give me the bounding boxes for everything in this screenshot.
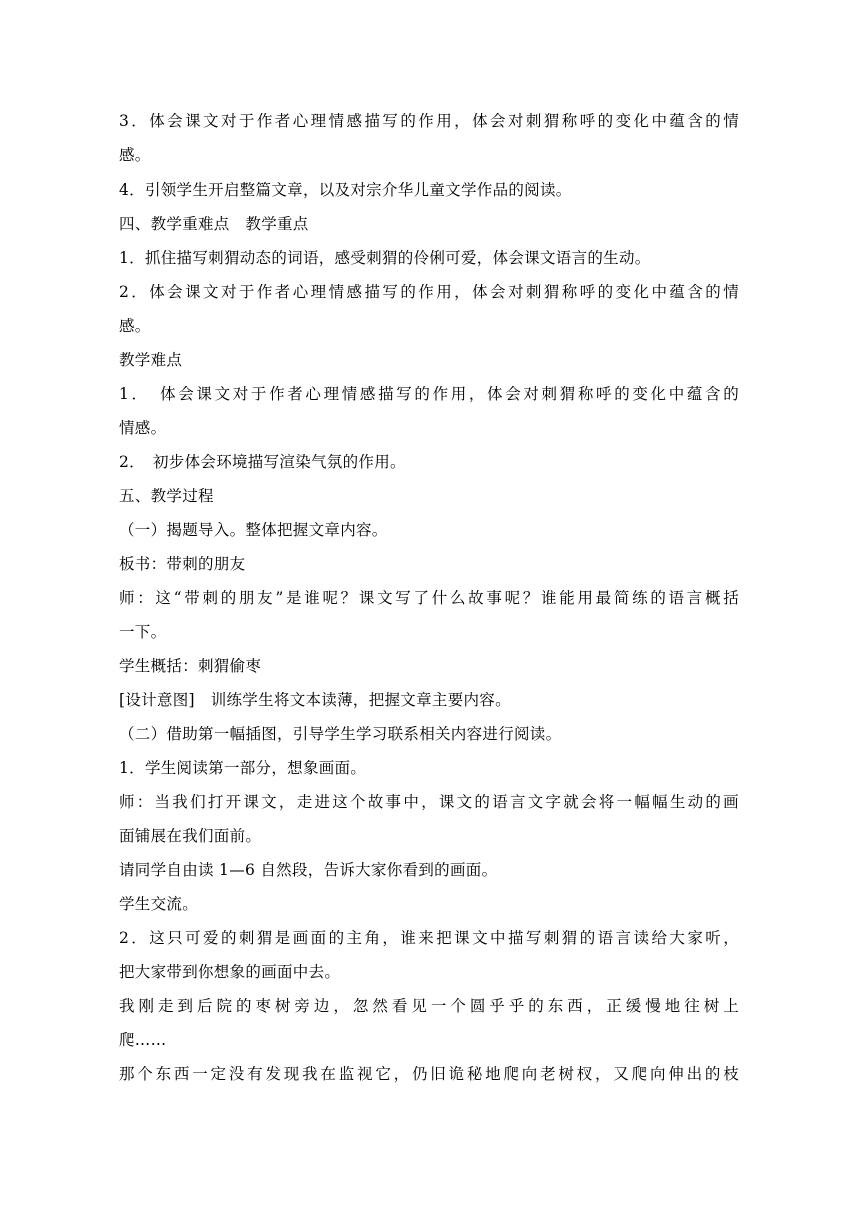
text-line: 2．体会课文对于作者心理情感描写的作用，体会对刺猬称呼的变化中蕴含的情 — [119, 283, 739, 301]
text-line: 4．引领学生开启整篇文章，以及对宗介华儿童文学作品的阅读。 — [119, 181, 572, 199]
text-line: 感。 — [119, 146, 151, 164]
text-line: （一）揭题导入。整体把握文章内容。 — [119, 521, 388, 539]
text-line: 1． 体会课文对于作者心理情感描写的作用，体会对刺猬称呼的变化中蕴含的 — [119, 385, 739, 403]
text-line: 2． 初步体会环境描写渲染气氛的作用。 — [119, 453, 406, 471]
text-line: 师：这“带刺的朋友”是谁呢？课文写了什么故事呢？谁能用最简练的语言概括 — [119, 589, 739, 607]
text-line: 面铺展在我们面前。 — [119, 827, 262, 845]
text-line: 1．学生阅读第一部分，想象画面。 — [119, 759, 367, 777]
text-line: [设计意图] 训练学生将文本读薄，把握文章主要内容。 — [119, 691, 511, 709]
section-heading: 四、教学重难点 教学重点 — [119, 215, 309, 233]
text-line: 把大家带到你想象的画面中去。 — [119, 963, 341, 981]
text-line: 我刚走到后院的枣树旁边，忽然看见一个圆乎乎的东西，正缓慢地往树上 — [119, 997, 739, 1015]
text-line: 师：当我们打开课文，走进这个故事中，课文的语言文字就会将一幅幅生动的画 — [119, 793, 739, 811]
text-line: 1．抓住描写刺猬动态的词语，感受刺猬的伶俐可爱，体会课文语言的生动。 — [119, 249, 651, 267]
subheading: 教学难点 — [119, 351, 183, 369]
text-line: 板书：带刺的朋友 — [119, 555, 246, 573]
text-line: 一下。 — [119, 623, 167, 641]
text-line: 感。 — [119, 317, 151, 335]
text-line: 情感。 — [119, 419, 167, 437]
text-line: 学生概括：刺猬偷枣 — [119, 657, 262, 675]
text-line: 2．这只可爱的刺猬是画面的主角，谁来把课文中描写刺猬的语言读给大家听， — [119, 929, 739, 947]
text-line: 3．体会课文对于作者心理情感描写的作用，体会对刺猬称呼的变化中蕴含的情 — [119, 112, 739, 130]
text-line: 爬…… — [119, 1031, 167, 1049]
text-line: 学生交流。 — [119, 895, 199, 913]
section-heading: 五、教学过程 — [119, 487, 214, 505]
text-line: （二）借助第一幅插图，引导学生学习联系相关内容进行阅读。 — [119, 725, 562, 743]
text-line: 那个东西一定没有发现我在监视它，仍旧诡秘地爬向老树杈，又爬向伸出的枝 — [119, 1065, 739, 1083]
text-line: 请同学自由读 1—6 自然段，告诉大家你看到的画面。 — [119, 861, 498, 879]
